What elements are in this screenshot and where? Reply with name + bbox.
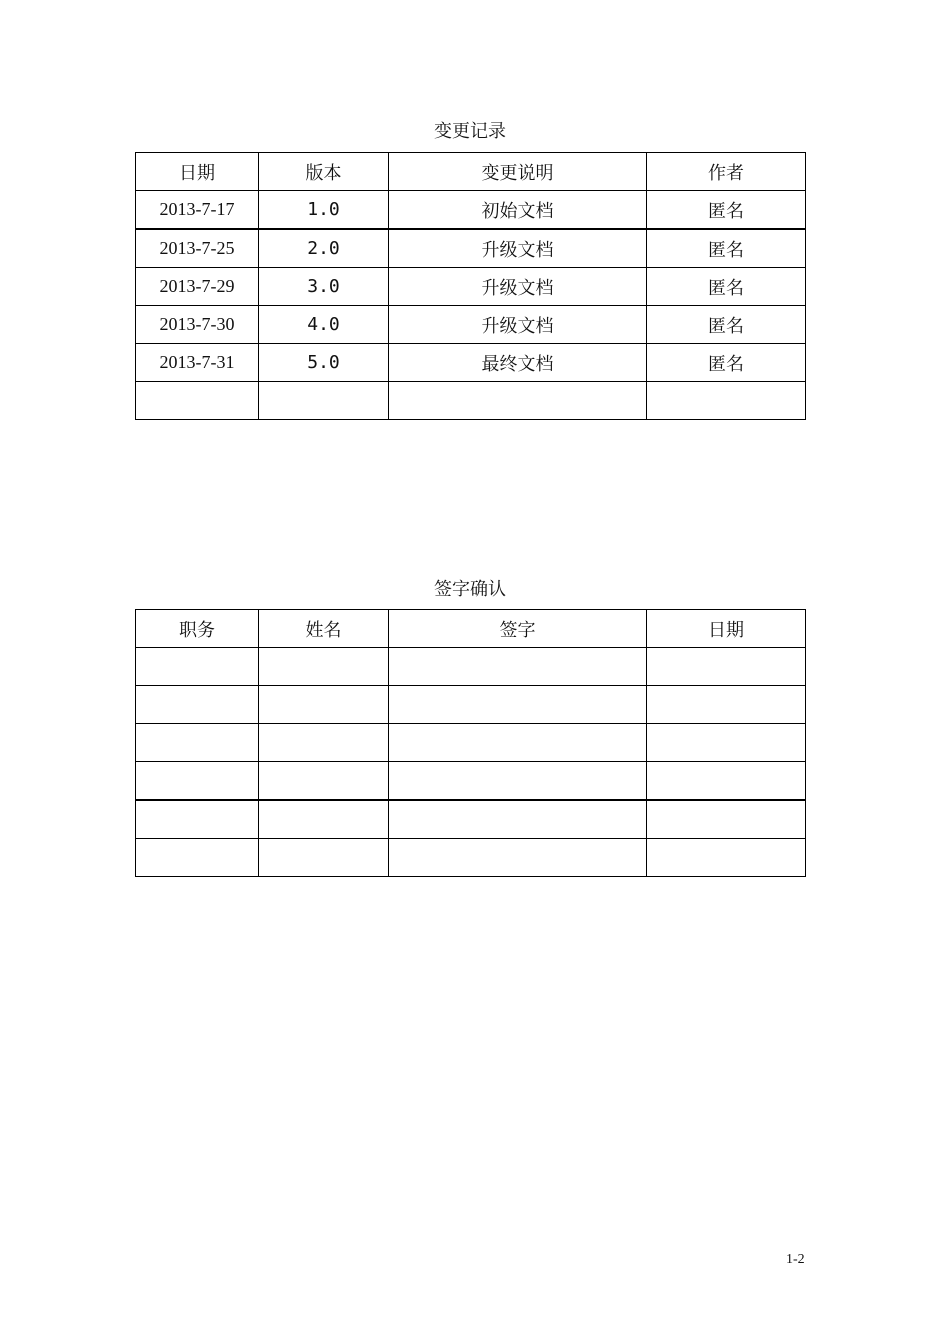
cell-author: 匿名 <box>647 344 806 382</box>
change-log-header-row <box>136 153 806 191</box>
cell-position <box>136 800 259 839</box>
cell-position <box>136 686 259 724</box>
change-log-title: 变更记录 <box>434 121 506 142</box>
cell-date <box>647 724 806 762</box>
header-date: 日期 <box>647 610 806 648</box>
cell-date <box>647 800 806 839</box>
cell-signature <box>389 839 647 877</box>
cell-version: 5.0 <box>259 344 389 382</box>
cell-signature <box>389 762 647 801</box>
cell-signature <box>389 800 647 839</box>
cell-signature <box>389 724 647 762</box>
table-row <box>136 839 806 877</box>
change-log-table <box>135 152 806 420</box>
cell-date: 2013-7-17 <box>136 191 259 230</box>
cell-position <box>136 839 259 877</box>
cell-date <box>647 762 806 801</box>
table-row <box>136 686 806 724</box>
cell-date <box>647 686 806 724</box>
signature-table <box>135 609 806 877</box>
cell-version <box>259 382 389 420</box>
table-row <box>136 724 806 762</box>
header-date: 日期 <box>136 153 259 191</box>
table-row <box>136 191 806 230</box>
cell-description: 升级文档 <box>389 268 647 306</box>
signature-title: 签字确认 <box>434 579 506 600</box>
cell-description: 最终文档 <box>389 344 647 382</box>
cell-author: 匿名 <box>647 268 806 306</box>
page-number: 1-2 <box>786 1252 805 1267</box>
cell-author: 匿名 <box>647 191 806 230</box>
cell-date <box>136 382 259 420</box>
table-row <box>136 229 806 268</box>
cell-position <box>136 724 259 762</box>
cell-date: 2013-7-31 <box>136 344 259 382</box>
table-row <box>136 306 806 344</box>
cell-date <box>647 648 806 686</box>
cell-date: 2013-7-29 <box>136 268 259 306</box>
table-row <box>136 800 806 839</box>
cell-description: 升级文档 <box>389 229 647 268</box>
cell-name <box>259 648 389 686</box>
signature-header-row <box>136 610 806 648</box>
cell-name <box>259 800 389 839</box>
cell-description <box>389 382 647 420</box>
cell-position <box>136 648 259 686</box>
cell-date: 2013-7-25 <box>136 229 259 268</box>
cell-version: 4.0 <box>259 306 389 344</box>
cell-author <box>647 382 806 420</box>
cell-name <box>259 762 389 801</box>
table-row <box>136 268 806 306</box>
cell-version: 2.0 <box>259 229 389 268</box>
cell-description: 升级文档 <box>389 306 647 344</box>
header-name: 姓名 <box>259 610 389 648</box>
table-row <box>136 648 806 686</box>
table-row <box>136 382 806 420</box>
table-row <box>136 762 806 801</box>
cell-signature <box>389 648 647 686</box>
cell-author: 匿名 <box>647 306 806 344</box>
cell-name <box>259 839 389 877</box>
cell-date: 2013-7-30 <box>136 306 259 344</box>
cell-version: 1.0 <box>259 191 389 230</box>
cell-signature <box>389 686 647 724</box>
cell-description: 初始文档 <box>389 191 647 230</box>
table-row <box>136 344 806 382</box>
header-change-description: 变更说明 <box>389 153 647 191</box>
header-signature: 签字 <box>389 610 647 648</box>
header-version: 版本 <box>259 153 389 191</box>
header-author: 作者 <box>647 153 806 191</box>
cell-date <box>647 839 806 877</box>
cell-name <box>259 686 389 724</box>
header-position: 职务 <box>136 610 259 648</box>
cell-author: 匿名 <box>647 229 806 268</box>
cell-position <box>136 762 259 801</box>
cell-version: 3.0 <box>259 268 389 306</box>
cell-name <box>259 724 389 762</box>
